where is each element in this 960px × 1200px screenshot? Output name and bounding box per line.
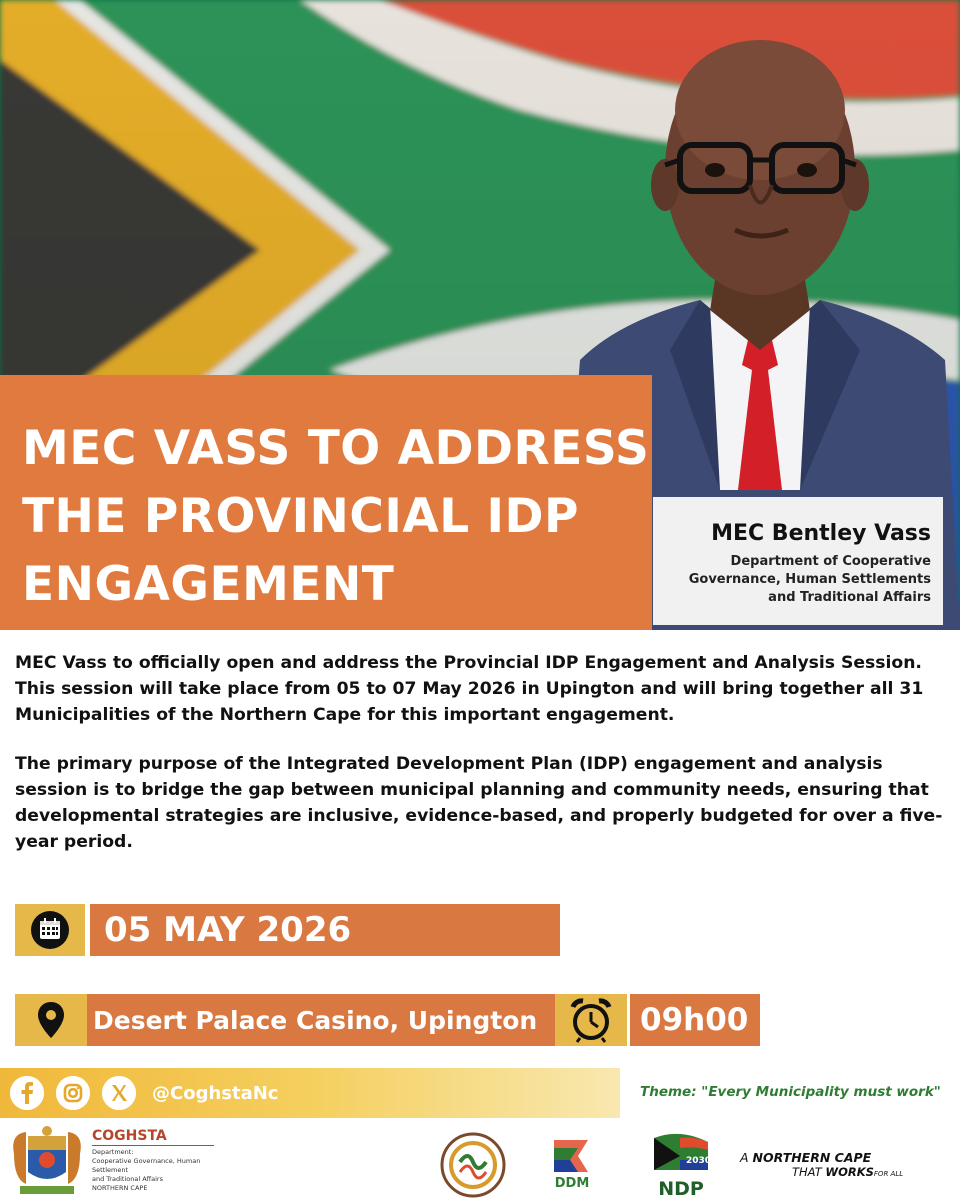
ndp-year: 2030 (686, 1156, 712, 1166)
headline-box (0, 375, 652, 630)
map-pin-icon (36, 1000, 66, 1040)
org-dept-line-2: Cooperative Governance, Human Settlement (92, 1157, 201, 1174)
ddm-logo (548, 1138, 596, 1194)
headline-line-1: MEC VASS TO ADDRESS (22, 421, 650, 476)
x-icon[interactable] (102, 1076, 136, 1110)
org-province: NORTHERN CAPE (92, 1184, 148, 1192)
headline (22, 415, 652, 619)
ndp-label: NDP (658, 1178, 704, 1200)
event-time: 09h00 (630, 994, 760, 1046)
org-dept-line-1: Department: (92, 1148, 134, 1156)
body-paragraph-1: MEC Vass to officially open and address the Provincial IDP Engagement and Analysis Session. This session will take place from 05 to 07 May 2026 in Upington and will bring together all 31 Municipalities of the Northern Cape for this important engagement. (15, 653, 924, 725)
org-name: COGHSTA (92, 1128, 214, 1146)
tagline-d: WORKS (825, 1165, 874, 1179)
coghsta-logo-text (92, 1128, 214, 1193)
instagram-icon[interactable] (56, 1076, 90, 1110)
theme-text: Theme: "Every Municipality must work" (640, 1084, 941, 1100)
northern-cape-tagline-logo (740, 1150, 950, 1179)
footer-logos (0, 1120, 960, 1200)
dept-line-2: Governance, Human Settlements (688, 572, 931, 587)
dept-line-3: and Traditional Affairs (768, 590, 931, 605)
social-handle[interactable]: @CoghstaNc (152, 1082, 279, 1104)
dept-line-1: Department of Cooperative (730, 554, 931, 569)
social-bar (0, 1068, 620, 1118)
calendar-icon-box (15, 904, 85, 956)
tagline-e: FOR ALL (873, 1170, 904, 1178)
facebook-icon[interactable] (10, 1076, 44, 1110)
tagline-c: THAT (792, 1165, 822, 1179)
northern-cape-crest-logo (6, 1124, 88, 1198)
event-date: 05 MAY 2026 (90, 904, 560, 956)
calendar-icon (30, 910, 70, 950)
speaker-department (653, 553, 931, 607)
location-icon-box (15, 994, 87, 1046)
speaker-name: MEC Bentley Vass (711, 521, 931, 546)
headline-line-2: THE PROVINCIAL IDP (22, 489, 580, 544)
alarm-clock-icon (569, 997, 613, 1043)
clock-icon-box (555, 994, 627, 1046)
speaker-name-card (653, 497, 943, 625)
tagline-b: NORTHERN CAPE (752, 1150, 872, 1165)
announcement-body (15, 650, 945, 878)
headline-line-3: ENGAGEMENT (22, 557, 395, 612)
ndp-logo (650, 1132, 712, 1198)
tagline-a: A (740, 1150, 749, 1165)
event-venue: Desert Palace Casino, Upington (87, 994, 555, 1046)
body-paragraph-2: The primary purpose of the Integrated Development Plan (IDP) engagement and analysis session is to bridge the gap between municipal planning and community needs, ensuring that developmental strategies are inclusive, evidence-based, and properly budgeted for over a five-year period. (15, 754, 943, 852)
constitution-30-logo (440, 1132, 506, 1198)
org-dept-line-3: and Traditional Affairs (92, 1175, 163, 1183)
ddm-label: DDM (554, 1176, 590, 1191)
